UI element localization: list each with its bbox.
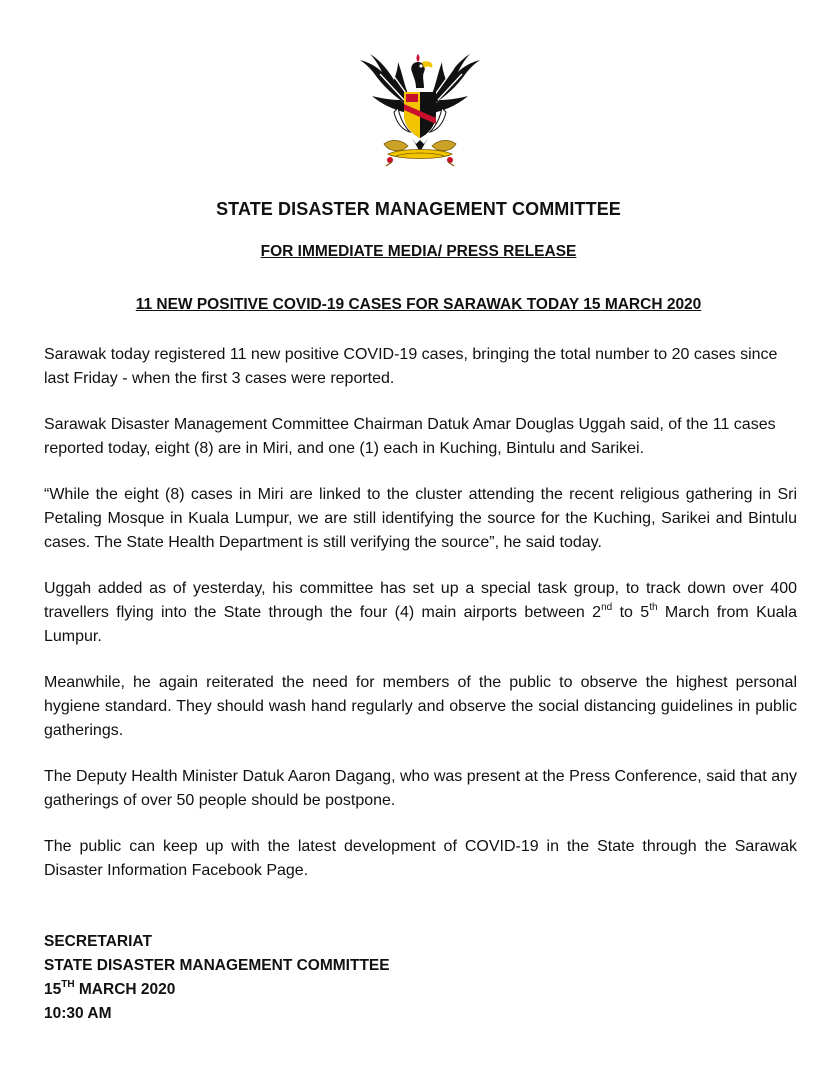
paragraph-3: “While the eight (8) cases in Miri are linked to the cluster attending the recent religious gathering in Sri Petaling Mosque in Kuala Lumpur, we are still identifying the source for the Kuching, Sarikei and Bintulu cases. The State Health Department is still verifying the source”, he said today. [44, 486, 797, 551]
date-month-year: MARCH 2020 [74, 981, 176, 998]
date-day: 15 [44, 981, 62, 998]
signature-line-committee: STATE DISASTER MANAGEMENT COMMITTEE [44, 957, 390, 974]
paragraph-4-text-b: to 5 [612, 604, 650, 621]
paragraph-4-text-c: March from Kuala Lumpur. [44, 604, 797, 645]
release-type: FOR IMMEDIATE MEDIA/ PRESS RELEASE [260, 243, 577, 260]
ordinal-suffix-th: th [649, 602, 658, 613]
sarawak-coat-of-arms-icon [358, 52, 482, 168]
signature-block [44, 930, 390, 1026]
signature-date [44, 978, 390, 1002]
headline: 11 NEW POSITIVE COVID-19 CASES FOR SARAWAK TODAY 15 MARCH 2020 [135, 296, 702, 313]
signature-line-secretariat: SECRETARIAT [44, 933, 152, 950]
date-ordinal-suffix: TH [61, 979, 75, 990]
paragraph-5: Meanwhile, he again reiterated the need for members of the public to observe the highest personal hygiene standard. They should wash hand regularly and observe the social distancing guidelines in public gatherings. [44, 674, 797, 739]
paragraph-1: Sarawak today registered 11 new positive COVID-19 cases, bringing the total number to 20 cases since last Friday - when the first 3 cases were reported. [44, 346, 778, 387]
paragraph-4-text-a: Uggah added as of yesterday, his committee has set up a special task group, to track down over 400 travellers flying into the State through the four (4) main airports between 2 [44, 580, 797, 621]
paragraph-2: Sarawak Disaster Management Committee Chairman Datuk Amar Douglas Uggah said, of the 11 cases reported today, eight (8) are in Miri, and one (1) each in Kuching, Bintulu and Sarikei. [44, 416, 776, 457]
paragraph-7: The public can keep up with the latest development of COVID-19 in the State through the Sarawak Disaster Information Facebook Page. [44, 838, 797, 879]
paragraph-6: The Deputy Health Minister Datuk Aaron Dagang, who was present at the Press Conference, said that any gatherings of over 50 people should be postpone. [44, 768, 797, 809]
press-release-body [44, 343, 797, 905]
signature-time: 10:30 AM [44, 1005, 112, 1022]
org-title: STATE DISASTER MANAGEMENT COMMITTEE [216, 199, 621, 219]
ordinal-suffix-nd: nd [601, 602, 613, 613]
paragraph-4 [44, 577, 797, 649]
